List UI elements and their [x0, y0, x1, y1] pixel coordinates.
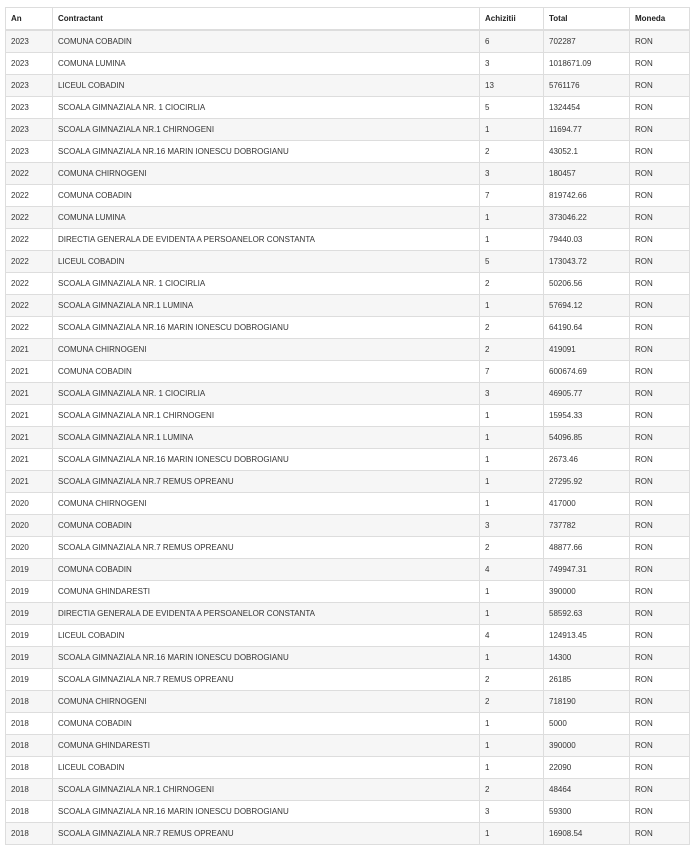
cell-contractant: SCOALA GIMNAZIALA NR.16 MARIN IONESCU DOBROGIANU [53, 449, 480, 471]
contracts-table-container [5, 7, 689, 845]
cell-moneda: RON [630, 581, 690, 603]
cell-achizitii: 1 [480, 207, 544, 229]
cell-achizitii: 1 [480, 757, 544, 779]
cell-contractant: COMUNA CHIRNOGENI [53, 691, 480, 713]
cell-year: 2018 [6, 691, 53, 713]
column-header-moneda[interactable]: Moneda [630, 8, 690, 31]
cell-achizitii: 4 [480, 625, 544, 647]
cell-moneda: RON [630, 229, 690, 251]
cell-total: 48464 [544, 779, 630, 801]
cell-total: 79440.03 [544, 229, 630, 251]
cell-contractant: SCOALA GIMNAZIALA NR.7 REMUS OPREANU [53, 823, 480, 845]
cell-contractant: COMUNA COBADIN [53, 515, 480, 537]
table-row [6, 757, 690, 779]
cell-achizitii: 1 [480, 581, 544, 603]
cell-achizitii: 2 [480, 669, 544, 691]
cell-moneda: RON [630, 339, 690, 361]
cell-year: 2019 [6, 625, 53, 647]
cell-contractant: DIRECTIA GENERALA DE EVIDENTA A PERSOANELOR CONSTANTA [53, 603, 480, 625]
cell-moneda: RON [630, 647, 690, 669]
table-row [6, 647, 690, 669]
table-row [6, 163, 690, 185]
cell-contractant: SCOALA GIMNAZIALA NR.16 MARIN IONESCU DOBROGIANU [53, 141, 480, 163]
cell-year: 2019 [6, 581, 53, 603]
cell-total: 59300 [544, 801, 630, 823]
cell-moneda: RON [630, 251, 690, 273]
cell-year: 2022 [6, 185, 53, 207]
cell-total: 124913.45 [544, 625, 630, 647]
cell-contractant: SCOALA GIMNAZIALA NR.1 CHIRNOGENI [53, 119, 480, 141]
cell-moneda: RON [630, 53, 690, 75]
header-row [6, 8, 690, 31]
table-row [6, 119, 690, 141]
cell-achizitii: 4 [480, 559, 544, 581]
table-row [6, 691, 690, 713]
cell-achizitii: 5 [480, 251, 544, 273]
cell-achizitii: 2 [480, 537, 544, 559]
cell-year: 2021 [6, 361, 53, 383]
cell-year: 2023 [6, 119, 53, 141]
cell-year: 2022 [6, 273, 53, 295]
cell-moneda: RON [630, 823, 690, 845]
cell-moneda: RON [630, 207, 690, 229]
cell-year: 2018 [6, 713, 53, 735]
table-row [6, 449, 690, 471]
table-row [6, 30, 690, 53]
cell-total: 16908.54 [544, 823, 630, 845]
cell-achizitii: 1 [480, 471, 544, 493]
cell-achizitii: 2 [480, 273, 544, 295]
cell-moneda: RON [630, 603, 690, 625]
cell-moneda: RON [630, 735, 690, 757]
cell-achizitii: 2 [480, 691, 544, 713]
cell-moneda: RON [630, 383, 690, 405]
table-row [6, 603, 690, 625]
cell-year: 2022 [6, 163, 53, 185]
table-row [6, 625, 690, 647]
cell-contractant: COMUNA COBADIN [53, 30, 480, 53]
cell-total: 390000 [544, 735, 630, 757]
cell-contractant: SCOALA GIMNAZIALA NR. 1 CIOCIRLIA [53, 97, 480, 119]
cell-achizitii: 7 [480, 361, 544, 383]
cell-moneda: RON [630, 185, 690, 207]
cell-moneda: RON [630, 713, 690, 735]
table-row [6, 515, 690, 537]
cell-year: 2022 [6, 251, 53, 273]
cell-contractant: LICEUL COBADIN [53, 251, 480, 273]
cell-moneda: RON [630, 449, 690, 471]
cell-moneda: RON [630, 779, 690, 801]
table-row [6, 493, 690, 515]
table-row [6, 735, 690, 757]
cell-total: 50206.56 [544, 273, 630, 295]
contracts-table [5, 7, 690, 845]
table-row [6, 317, 690, 339]
cell-contractant: SCOALA GIMNAZIALA NR.1 LUMINA [53, 295, 480, 317]
cell-total: 1018671.09 [544, 53, 630, 75]
cell-contractant: SCOALA GIMNAZIALA NR.1 LUMINA [53, 427, 480, 449]
cell-achizitii: 3 [480, 515, 544, 537]
cell-achizitii: 13 [480, 75, 544, 97]
table-row [6, 207, 690, 229]
cell-achizitii: 1 [480, 735, 544, 757]
cell-contractant: SCOALA GIMNAZIALA NR.7 REMUS OPREANU [53, 669, 480, 691]
cell-contractant: SCOALA GIMNAZIALA NR.7 REMUS OPREANU [53, 537, 480, 559]
table-row [6, 471, 690, 493]
cell-contractant: COMUNA CHIRNOGENI [53, 339, 480, 361]
cell-total: 26185 [544, 669, 630, 691]
cell-total: 58592.63 [544, 603, 630, 625]
cell-achizitii: 1 [480, 119, 544, 141]
cell-total: 173043.72 [544, 251, 630, 273]
cell-total: 22090 [544, 757, 630, 779]
cell-moneda: RON [630, 30, 690, 53]
cell-year: 2019 [6, 603, 53, 625]
cell-achizitii: 2 [480, 141, 544, 163]
table-row [6, 669, 690, 691]
cell-total: 390000 [544, 581, 630, 603]
cell-moneda: RON [630, 317, 690, 339]
cell-contractant: SCOALA GIMNAZIALA NR.1 CHIRNOGENI [53, 779, 480, 801]
cell-achizitii: 1 [480, 713, 544, 735]
cell-moneda: RON [630, 757, 690, 779]
cell-achizitii: 1 [480, 823, 544, 845]
cell-contractant: SCOALA GIMNAZIALA NR.16 MARIN IONESCU DOBROGIANU [53, 317, 480, 339]
cell-year: 2021 [6, 471, 53, 493]
cell-total: 5000 [544, 713, 630, 735]
cell-total: 600674.69 [544, 361, 630, 383]
cell-year: 2018 [6, 801, 53, 823]
cell-total: 819742.66 [544, 185, 630, 207]
cell-moneda: RON [630, 691, 690, 713]
cell-year: 2023 [6, 53, 53, 75]
cell-total: 14300 [544, 647, 630, 669]
cell-contractant: COMUNA COBADIN [53, 713, 480, 735]
cell-moneda: RON [630, 537, 690, 559]
cell-achizitii: 2 [480, 339, 544, 361]
cell-total: 57694.12 [544, 295, 630, 317]
table-row [6, 537, 690, 559]
cell-moneda: RON [630, 471, 690, 493]
cell-year: 2021 [6, 339, 53, 361]
table-row [6, 823, 690, 845]
cell-contractant: DIRECTIA GENERALA DE EVIDENTA A PERSOANELOR CONSTANTA [53, 229, 480, 251]
cell-year: 2023 [6, 141, 53, 163]
cell-total: 373046.22 [544, 207, 630, 229]
cell-achizitii: 1 [480, 449, 544, 471]
cell-achizitii: 3 [480, 163, 544, 185]
cell-year: 2019 [6, 559, 53, 581]
cell-total: 64190.64 [544, 317, 630, 339]
cell-total: 702287 [544, 30, 630, 53]
cell-moneda: RON [630, 141, 690, 163]
cell-achizitii: 1 [480, 295, 544, 317]
cell-year: 2018 [6, 735, 53, 757]
cell-total: 27295.92 [544, 471, 630, 493]
cell-contractant: LICEUL COBADIN [53, 757, 480, 779]
table-row [6, 295, 690, 317]
table-row [6, 405, 690, 427]
column-header-total[interactable]: Total [544, 8, 630, 31]
table-row [6, 185, 690, 207]
cell-year: 2018 [6, 823, 53, 845]
cell-year: 2022 [6, 229, 53, 251]
cell-year: 2021 [6, 427, 53, 449]
cell-year: 2020 [6, 515, 53, 537]
cell-achizitii: 7 [480, 185, 544, 207]
cell-year: 2018 [6, 757, 53, 779]
cell-contractant: SCOALA GIMNAZIALA NR.7 REMUS OPREANU [53, 471, 480, 493]
table-header [6, 8, 690, 31]
cell-achizitii: 5 [480, 97, 544, 119]
cell-total: 737782 [544, 515, 630, 537]
cell-achizitii: 2 [480, 317, 544, 339]
cell-total: 15954.33 [544, 405, 630, 427]
cell-achizitii: 2 [480, 779, 544, 801]
cell-contractant: COMUNA COBADIN [53, 185, 480, 207]
cell-contractant: COMUNA CHIRNOGENI [53, 493, 480, 515]
table-row [6, 97, 690, 119]
cell-year: 2023 [6, 75, 53, 97]
cell-moneda: RON [630, 669, 690, 691]
table-row [6, 251, 690, 273]
cell-contractant: SCOALA GIMNAZIALA NR. 1 CIOCIRLIA [53, 273, 480, 295]
cell-contractant: COMUNA COBADIN [53, 361, 480, 383]
table-row [6, 361, 690, 383]
cell-achizitii: 1 [480, 493, 544, 515]
cell-contractant: SCOALA GIMNAZIALA NR.16 MARIN IONESCU DOBROGIANU [53, 647, 480, 669]
cell-total: 43052.1 [544, 141, 630, 163]
cell-year: 2021 [6, 405, 53, 427]
table-row [6, 53, 690, 75]
cell-moneda: RON [630, 405, 690, 427]
cell-contractant: SCOALA GIMNAZIALA NR. 1 CIOCIRLIA [53, 383, 480, 405]
table-row [6, 229, 690, 251]
cell-total: 48877.66 [544, 537, 630, 559]
cell-total: 419091 [544, 339, 630, 361]
cell-total: 718190 [544, 691, 630, 713]
cell-achizitii: 1 [480, 647, 544, 669]
column-header-contractant[interactable]: Contractant [53, 8, 480, 31]
cell-moneda: RON [630, 361, 690, 383]
cell-year: 2021 [6, 383, 53, 405]
cell-achizitii: 1 [480, 405, 544, 427]
cell-contractant: COMUNA CHIRNOGENI [53, 163, 480, 185]
table-row [6, 801, 690, 823]
cell-contractant: SCOALA GIMNAZIALA NR.16 MARIN IONESCU DOBROGIANU [53, 801, 480, 823]
cell-total: 11694.77 [544, 119, 630, 141]
table-row [6, 75, 690, 97]
cell-year: 2021 [6, 449, 53, 471]
cell-total: 2673.46 [544, 449, 630, 471]
cell-year: 2023 [6, 30, 53, 53]
table-row [6, 383, 690, 405]
cell-achizitii: 6 [480, 30, 544, 53]
cell-moneda: RON [630, 493, 690, 515]
cell-moneda: RON [630, 273, 690, 295]
cell-total: 54096.85 [544, 427, 630, 449]
cell-contractant: COMUNA COBADIN [53, 559, 480, 581]
table-row [6, 273, 690, 295]
cell-contractant: COMUNA LUMINA [53, 53, 480, 75]
cell-year: 2019 [6, 647, 53, 669]
cell-achizitii: 3 [480, 801, 544, 823]
table-row [6, 427, 690, 449]
cell-year: 2022 [6, 317, 53, 339]
cell-total: 180457 [544, 163, 630, 185]
cell-achizitii: 1 [480, 427, 544, 449]
table-body [6, 30, 690, 845]
cell-contractant: COMUNA GHINDARESTI [53, 735, 480, 757]
cell-moneda: RON [630, 119, 690, 141]
cell-achizitii: 3 [480, 383, 544, 405]
cell-total: 5761176 [544, 75, 630, 97]
cell-contractant: LICEUL COBADIN [53, 625, 480, 647]
cell-achizitii: 1 [480, 229, 544, 251]
cell-moneda: RON [630, 801, 690, 823]
table-row [6, 141, 690, 163]
cell-year: 2023 [6, 97, 53, 119]
table-row [6, 339, 690, 361]
cell-moneda: RON [630, 97, 690, 119]
cell-year: 2022 [6, 295, 53, 317]
cell-total: 749947.31 [544, 559, 630, 581]
cell-moneda: RON [630, 295, 690, 317]
table-row [6, 713, 690, 735]
column-header-achizitii[interactable]: Achizitii [480, 8, 544, 31]
cell-contractant: COMUNA GHINDARESTI [53, 581, 480, 603]
cell-year: 2022 [6, 207, 53, 229]
table-row [6, 581, 690, 603]
cell-moneda: RON [630, 427, 690, 449]
cell-moneda: RON [630, 163, 690, 185]
cell-year: 2020 [6, 537, 53, 559]
cell-year: 2018 [6, 779, 53, 801]
table-row [6, 559, 690, 581]
cell-moneda: RON [630, 75, 690, 97]
cell-year: 2020 [6, 493, 53, 515]
cell-contractant: LICEUL COBADIN [53, 75, 480, 97]
cell-total: 46905.77 [544, 383, 630, 405]
column-header-an[interactable]: An [6, 8, 53, 31]
cell-year: 2019 [6, 669, 53, 691]
cell-achizitii: 1 [480, 603, 544, 625]
cell-contractant: SCOALA GIMNAZIALA NR.1 CHIRNOGENI [53, 405, 480, 427]
cell-total: 417000 [544, 493, 630, 515]
cell-total: 1324454 [544, 97, 630, 119]
cell-moneda: RON [630, 515, 690, 537]
cell-moneda: RON [630, 559, 690, 581]
cell-contractant: COMUNA LUMINA [53, 207, 480, 229]
table-row [6, 779, 690, 801]
cell-achizitii: 3 [480, 53, 544, 75]
cell-moneda: RON [630, 625, 690, 647]
